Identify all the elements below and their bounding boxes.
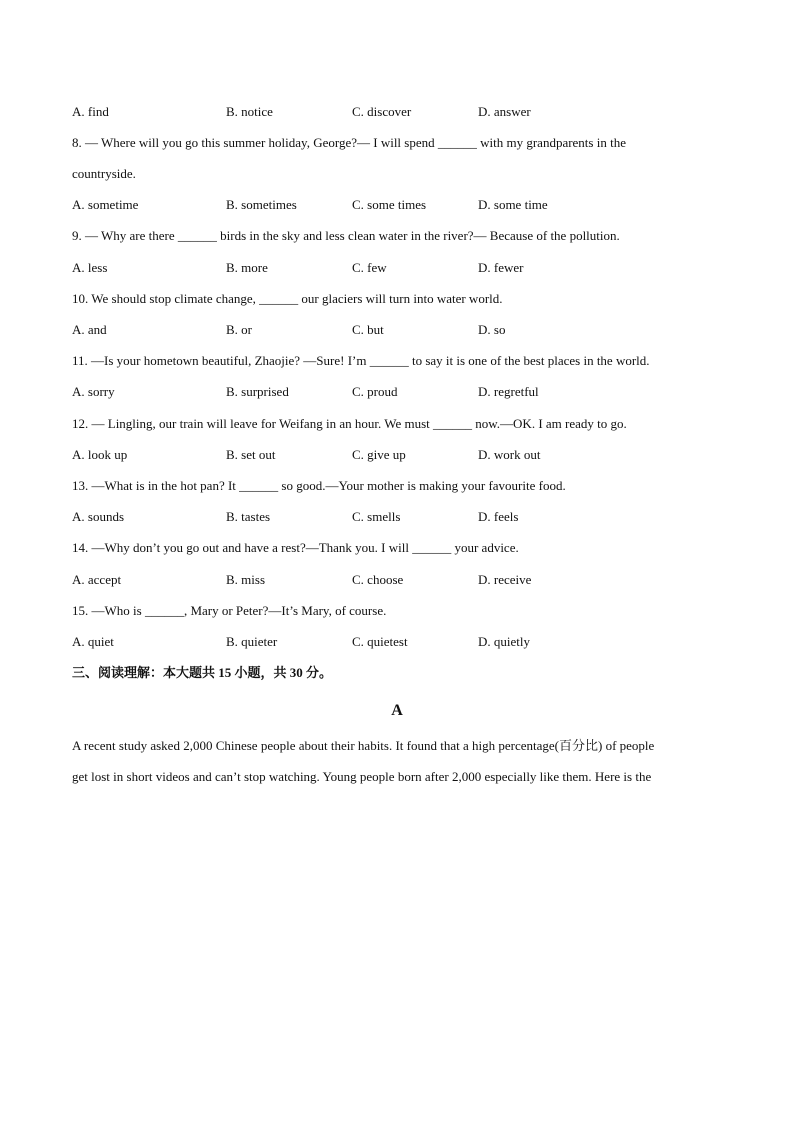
q8-option-b: B. sometimes: [226, 197, 297, 212]
passage-line-2: get lost in short videos and can’t stop watching. Young people born after 2,000 especially like them. Here is the: [72, 769, 652, 784]
q9-option-d: D. fewer: [478, 260, 524, 275]
q12-option-c: C. give up: [352, 447, 406, 462]
q9-option-a: A. less: [72, 260, 108, 275]
q15-question: 15. —Who is ______, Mary or Peter?—It’s Mary, of course.: [72, 603, 387, 618]
q13-option-d: D. feels: [478, 509, 519, 524]
q7-option-b: B. notice: [226, 104, 273, 119]
passage-title: A: [391, 702, 403, 719]
section-heading-reading: 三、阅读理解：本大题共 15 小题，共 30 分。: [72, 665, 333, 680]
q11-option-b: B. surprised: [226, 384, 289, 399]
q11-option-d: D. regretful: [478, 384, 539, 399]
q13-option-a: A. sounds: [72, 509, 125, 524]
q8-option-c: C. some times: [352, 197, 427, 212]
q10-question: 10. We should stop climate change, ______ our glaciers will turn into water world.: [72, 291, 503, 306]
q15-option-d: D. quietly: [478, 634, 530, 649]
passage-line-1: A recent study asked 2,000 Chinese people about their habits. It found that a high percentage(百分比) of people: [72, 738, 655, 753]
q12-option-a: A. look up: [72, 447, 128, 462]
q7-option-a: A. find: [72, 104, 109, 119]
q14-option-b: B. miss: [226, 572, 266, 587]
q13-option-b: B. tastes: [226, 509, 271, 524]
q14-option-d: D. receive: [478, 572, 532, 587]
q8-option-d: D. some time: [478, 197, 548, 212]
q9-option-c: C. few: [352, 260, 387, 275]
q8-question: 8. — Where will you go this summer holiday, George?— I will spend ______ with my grandparents in the: [72, 135, 626, 150]
q8-question-continued: countryside.: [72, 166, 136, 181]
q14-option-a: A. accept: [72, 572, 122, 587]
q7-option-d: D. answer: [478, 104, 531, 119]
q11-option-c: C. proud: [352, 384, 398, 399]
q15-option-b: B. quieter: [226, 634, 278, 649]
q7-option-c: C. discover: [352, 104, 412, 119]
q8-option-a: A. sometime: [72, 197, 139, 212]
q13-option-c: C. smells: [352, 509, 401, 524]
q9-question: 9. — Why are there ______ birds in the sky and less clean water in the river?— Because of the pollution.: [72, 228, 620, 243]
q15-option-c: C. quietest: [352, 634, 408, 649]
q10-option-a: A. and: [72, 322, 107, 337]
q10-option-b: B. or: [226, 322, 252, 337]
q12-question: 12. — Lingling, our train will leave for Weifang in an hour. We must ______ now.—OK. I am ready to go.: [72, 416, 627, 431]
q12-option-b: B. set out: [226, 447, 276, 462]
q9-option-b: B. more: [226, 260, 268, 275]
q15-option-a: A. quiet: [72, 634, 114, 649]
q14-option-c: C. choose: [352, 572, 404, 587]
q10-option-c: C. but: [352, 322, 384, 337]
q11-option-a: A. sorry: [72, 384, 115, 399]
q11-question: 11. —Is your hometown beautiful, Zhaojie? —Sure! I’m ______ to say it is one of the best places in the world.: [72, 353, 650, 368]
q13-question: 13. —What is in the hot pan? It ______ so good.—Your mother is making your favourite food.: [72, 478, 566, 493]
q10-option-d: D. so: [478, 322, 506, 337]
q14-question: 14. —Why don’t you go out and have a rest?—Thank you. I will ______ your advice.: [72, 540, 519, 555]
q12-option-d: D. work out: [478, 447, 541, 462]
